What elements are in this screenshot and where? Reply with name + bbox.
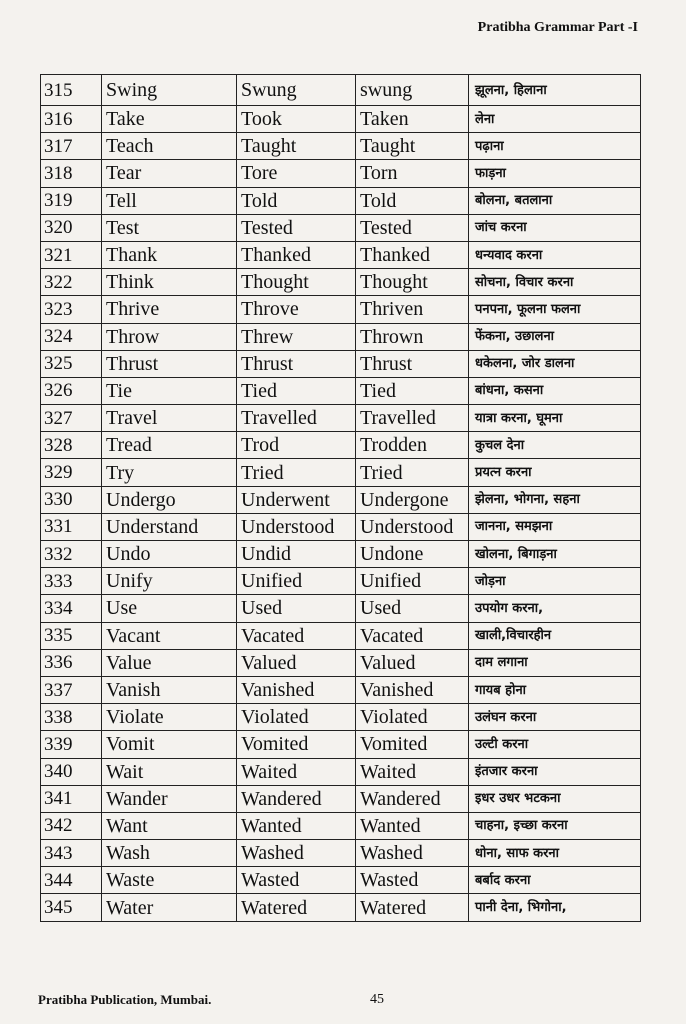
base-form-cell: Vomit (102, 731, 237, 758)
past-participle-cell: Wasted (356, 867, 469, 894)
table-row (41, 541, 641, 568)
past-form-cell: Swung (237, 75, 356, 106)
hindi-meaning-cell: गायब होना (469, 676, 641, 703)
base-form-cell: Tear (102, 160, 237, 187)
past-participle-cell: Trodden (356, 432, 469, 459)
hindi-meaning-cell: झेलना, भोगना, सहना (469, 486, 641, 513)
past-form-cell: Travelled (237, 405, 356, 432)
verb-number-cell: 315 (41, 75, 102, 106)
base-form-cell: Tell (102, 187, 237, 214)
past-participle-cell: Taught (356, 133, 469, 160)
hindi-meaning-cell: फाड़ना (469, 160, 641, 187)
verb-number-cell: 322 (41, 269, 102, 296)
past-participle-cell: Thrown (356, 323, 469, 350)
base-form-cell: Undergo (102, 486, 237, 513)
past-participle-cell: Told (356, 187, 469, 214)
table-row (41, 622, 641, 649)
past-form-cell: Taught (237, 133, 356, 160)
hindi-meaning-cell: जोड़ना (469, 568, 641, 595)
hindi-meaning-cell: पढ़ाना (469, 133, 641, 160)
table-row (41, 867, 641, 894)
hindi-meaning-cell: धोना, साफ करना (469, 840, 641, 867)
table-row (41, 758, 641, 785)
past-participle-cell: swung (356, 75, 469, 106)
past-form-cell: Undid (237, 541, 356, 568)
verb-number-cell: 332 (41, 541, 102, 568)
table-row (41, 676, 641, 703)
table-row (41, 486, 641, 513)
past-participle-cell: Thought (356, 269, 469, 296)
past-participle-cell: Tied (356, 377, 469, 404)
table-row (41, 269, 641, 296)
past-participle-cell: Thanked (356, 241, 469, 268)
base-form-cell: Throw (102, 323, 237, 350)
table-row (41, 296, 641, 323)
verb-number-cell: 336 (41, 649, 102, 676)
base-form-cell: Tie (102, 377, 237, 404)
past-participle-cell: Vanished (356, 676, 469, 703)
hindi-meaning-cell: चाहना, इच्छा करना (469, 812, 641, 839)
past-participle-cell: Thriven (356, 296, 469, 323)
base-form-cell: Thank (102, 241, 237, 268)
page-number: 45 (370, 992, 384, 1007)
base-form-cell: Thrust (102, 350, 237, 377)
table-row (41, 350, 641, 377)
past-form-cell: Vanished (237, 676, 356, 703)
hindi-meaning-cell: खाली,विचारहीन (469, 622, 641, 649)
base-form-cell: Water (102, 894, 237, 921)
base-form-cell: Travel (102, 405, 237, 432)
verb-number-cell: 338 (41, 704, 102, 731)
verb-number-cell: 326 (41, 377, 102, 404)
table-row (41, 812, 641, 839)
table-row (41, 323, 641, 350)
past-participle-cell: Taken (356, 106, 469, 133)
verb-number-cell: 343 (41, 840, 102, 867)
verb-number-cell: 324 (41, 323, 102, 350)
table-row (41, 160, 641, 187)
past-participle-cell: Vacated (356, 622, 469, 649)
verb-number-cell: 337 (41, 676, 102, 703)
hindi-meaning-cell: कुचल देना (469, 432, 641, 459)
past-participle-cell: Tried (356, 459, 469, 486)
hindi-meaning-cell: प्रयत्न करना (469, 459, 641, 486)
hindi-meaning-cell: धकेलना, जोर डालना (469, 350, 641, 377)
base-form-cell: Tread (102, 432, 237, 459)
past-form-cell: Used (237, 595, 356, 622)
base-form-cell: Understand (102, 513, 237, 540)
past-form-cell: Violated (237, 704, 356, 731)
past-participle-cell: Understood (356, 513, 469, 540)
hindi-meaning-cell: दाम लगाना (469, 649, 641, 676)
base-form-cell: Wait (102, 758, 237, 785)
past-form-cell: Thanked (237, 241, 356, 268)
past-participle-cell: Travelled (356, 405, 469, 432)
past-form-cell: Tied (237, 377, 356, 404)
past-form-cell: Tried (237, 459, 356, 486)
past-form-cell: Wandered (237, 785, 356, 812)
hindi-meaning-cell: इधर उधर भटकना (469, 785, 641, 812)
hindi-meaning-cell: उपयोग करना, (469, 595, 641, 622)
hindi-meaning-cell: लेना (469, 106, 641, 133)
verb-number-cell: 319 (41, 187, 102, 214)
past-form-cell: Throve (237, 296, 356, 323)
past-form-cell: Watered (237, 894, 356, 921)
base-form-cell: Value (102, 649, 237, 676)
table-row (41, 513, 641, 540)
verb-number-cell: 323 (41, 296, 102, 323)
past-participle-cell: Undone (356, 541, 469, 568)
hindi-meaning-cell: धन्यवाद करना (469, 241, 641, 268)
table-row (41, 187, 641, 214)
table-row (41, 840, 641, 867)
verb-number-cell: 325 (41, 350, 102, 377)
base-form-cell: Want (102, 812, 237, 839)
past-participle-cell: Tested (356, 214, 469, 241)
verb-number-cell: 341 (41, 785, 102, 812)
table-row (41, 704, 641, 731)
past-form-cell: Wanted (237, 812, 356, 839)
past-form-cell: Understood (237, 513, 356, 540)
past-form-cell: Underwent (237, 486, 356, 513)
verb-number-cell: 316 (41, 106, 102, 133)
verb-number-cell: 318 (41, 160, 102, 187)
verb-number-cell: 321 (41, 241, 102, 268)
base-form-cell: Use (102, 595, 237, 622)
hindi-meaning-cell: उल्टी करना (469, 731, 641, 758)
verb-number-cell: 344 (41, 867, 102, 894)
past-form-cell: Trod (237, 432, 356, 459)
verb-forms-table (40, 74, 641, 922)
verb-number-cell: 342 (41, 812, 102, 839)
table-row (41, 133, 641, 160)
past-participle-cell: Valued (356, 649, 469, 676)
base-form-cell: Undo (102, 541, 237, 568)
past-form-cell: Tested (237, 214, 356, 241)
past-participle-cell: Used (356, 595, 469, 622)
hindi-meaning-cell: बांधना, कसना (469, 377, 641, 404)
verb-number-cell: 317 (41, 133, 102, 160)
table-row (41, 459, 641, 486)
hindi-meaning-cell: जांच करना (469, 214, 641, 241)
hindi-meaning-cell: खोलना, बिगाड़ना (469, 541, 641, 568)
past-participle-cell: Undergone (356, 486, 469, 513)
past-form-cell: Vacated (237, 622, 356, 649)
past-form-cell: Threw (237, 323, 356, 350)
table-row (41, 405, 641, 432)
past-participle-cell: Washed (356, 840, 469, 867)
table-row (41, 649, 641, 676)
table-row (41, 106, 641, 133)
past-form-cell: Tore (237, 160, 356, 187)
table-row (41, 785, 641, 812)
base-form-cell: Think (102, 269, 237, 296)
base-form-cell: Take (102, 106, 237, 133)
base-form-cell: Teach (102, 133, 237, 160)
table-row (41, 241, 641, 268)
base-form-cell: Wash (102, 840, 237, 867)
publisher-footer: Pratibha Publication, Mumbai. (38, 992, 212, 1007)
verb-number-cell: 320 (41, 214, 102, 241)
table-row (41, 568, 641, 595)
base-form-cell: Thrive (102, 296, 237, 323)
base-form-cell: Test (102, 214, 237, 241)
hindi-meaning-cell: पनपना, फूलना फलना (469, 296, 641, 323)
past-form-cell: Took (237, 106, 356, 133)
past-participle-cell: Wandered (356, 785, 469, 812)
past-participle-cell: Violated (356, 704, 469, 731)
table-row (41, 894, 641, 921)
hindi-meaning-cell: झूलना, हिलाना (469, 75, 641, 106)
past-form-cell: Thrust (237, 350, 356, 377)
hindi-meaning-cell: बर्बाद करना (469, 867, 641, 894)
past-form-cell: Vomited (237, 731, 356, 758)
hindi-meaning-cell: बोलना, बतलाना (469, 187, 641, 214)
past-form-cell: Told (237, 187, 356, 214)
past-participle-cell: Thrust (356, 350, 469, 377)
past-participle-cell: Wanted (356, 812, 469, 839)
base-form-cell: Wander (102, 785, 237, 812)
verb-number-cell: 333 (41, 568, 102, 595)
hindi-meaning-cell: जानना, समझना (469, 513, 641, 540)
past-form-cell: Waited (237, 758, 356, 785)
past-form-cell: Valued (237, 649, 356, 676)
base-form-cell: Vanish (102, 676, 237, 703)
hindi-meaning-cell: उलंघन करना (469, 704, 641, 731)
verb-number-cell: 328 (41, 432, 102, 459)
past-form-cell: Washed (237, 840, 356, 867)
page-header-title: Pratibha Grammar Part -I (477, 20, 638, 35)
table-row (41, 731, 641, 758)
verb-number-cell: 340 (41, 758, 102, 785)
verb-number-cell: 330 (41, 486, 102, 513)
past-participle-cell: Unified (356, 568, 469, 595)
past-participle-cell: Torn (356, 160, 469, 187)
past-participle-cell: Waited (356, 758, 469, 785)
verb-number-cell: 327 (41, 405, 102, 432)
table-row (41, 214, 641, 241)
table-row (41, 377, 641, 404)
hindi-meaning-cell: फेंकना, उछालना (469, 323, 641, 350)
base-form-cell: Waste (102, 867, 237, 894)
verb-number-cell: 345 (41, 894, 102, 921)
hindi-meaning-cell: इंतजार करना (469, 758, 641, 785)
past-form-cell: Wasted (237, 867, 356, 894)
verb-number-cell: 329 (41, 459, 102, 486)
base-form-cell: Try (102, 459, 237, 486)
hindi-meaning-cell: सोचना, विचार करना (469, 269, 641, 296)
hindi-meaning-cell: पानी देना, भिगोना, (469, 894, 641, 921)
verb-number-cell: 331 (41, 513, 102, 540)
past-participle-cell: Vomited (356, 731, 469, 758)
past-participle-cell: Watered (356, 894, 469, 921)
verb-number-cell: 334 (41, 595, 102, 622)
verb-number-cell: 335 (41, 622, 102, 649)
base-form-cell: Violate (102, 704, 237, 731)
verb-number-cell: 339 (41, 731, 102, 758)
base-form-cell: Swing (102, 75, 237, 106)
hindi-meaning-cell: यात्रा करना, घूमना (469, 405, 641, 432)
past-form-cell: Thought (237, 269, 356, 296)
past-form-cell: Unified (237, 568, 356, 595)
base-form-cell: Unify (102, 568, 237, 595)
table-row (41, 75, 641, 106)
base-form-cell: Vacant (102, 622, 237, 649)
table-row (41, 595, 641, 622)
table-row (41, 432, 641, 459)
